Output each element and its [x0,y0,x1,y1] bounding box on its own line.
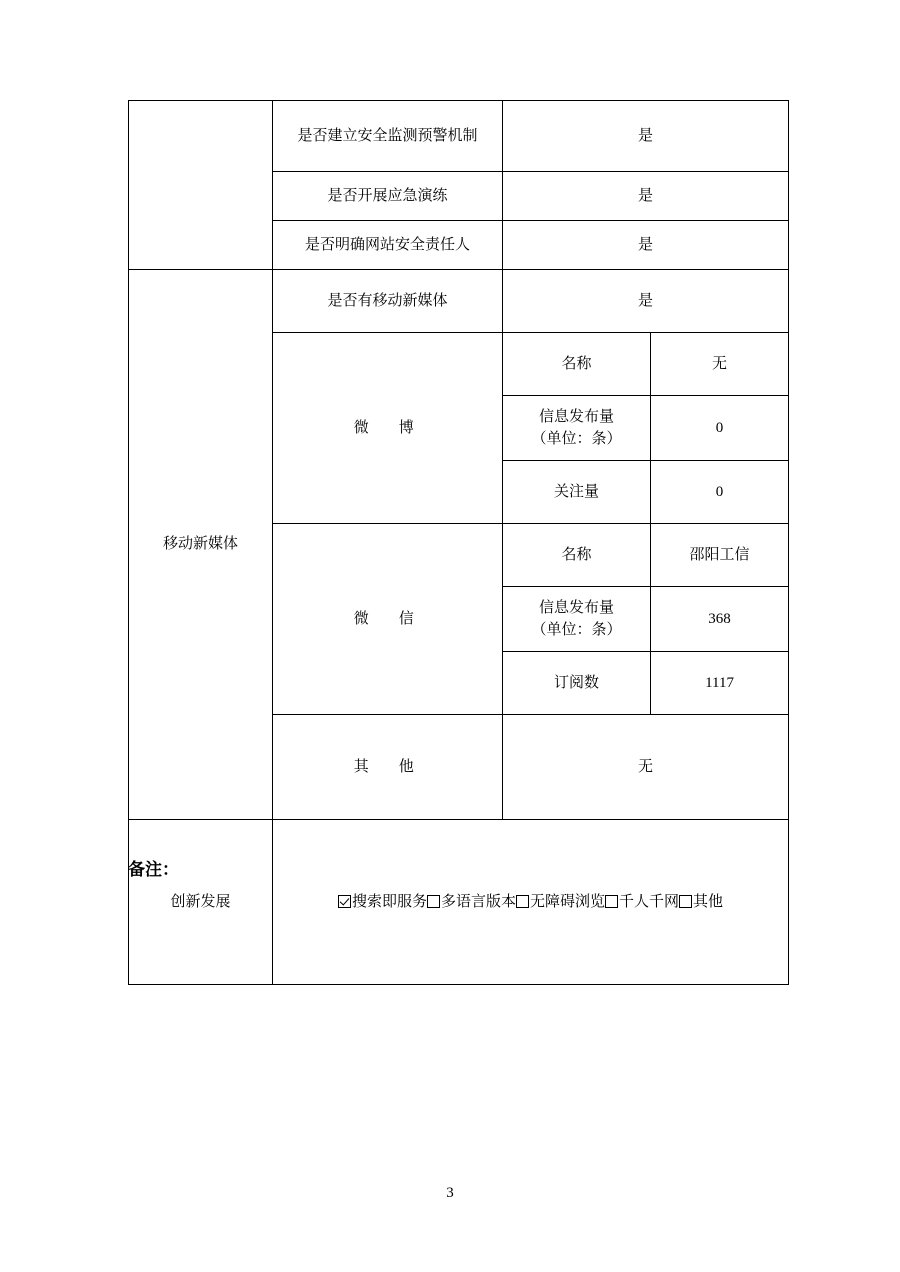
security-answer-3: 是 [503,221,789,270]
innovation-option-other[interactable] [679,891,723,914]
innovation-option-search[interactable] [338,891,427,914]
weixin-name-field: 名称 [503,524,651,587]
weibo-publish-field-line1: 信息发布量 [538,408,614,425]
weixin-publish-field-line1: 信息发布量 [538,599,614,616]
table-row [129,270,789,333]
innovation-option-label: 无障碍浏览 [530,893,606,910]
weixin-name-value: 邵阳工信 [651,524,789,587]
weibo-followers-field: 关注量 [503,461,651,524]
table-row [129,820,789,985]
weixin-subscribers-value: 1117 [651,652,789,715]
security-answer-1: 是 [503,101,789,172]
weibo-name-field: 名称 [503,333,651,396]
weixin-label: 微 信 [273,524,503,715]
security-question-2: 是否开展应急演练 [273,172,503,221]
remark-label: 备注： [128,860,179,879]
checkbox-icon[interactable] [679,895,692,908]
checkbox-icon[interactable] [605,895,618,908]
security-question-3: 是否明确网站安全责任人 [273,221,503,270]
innovation-option-label: 其他 [693,893,724,910]
innovation-label: 创新发展 [129,820,273,985]
weixin-publish-field-line2: （单位：条） [531,622,622,638]
weibo-publish-value: 0 [651,396,789,461]
innovation-option-personalized[interactable] [605,891,679,914]
table-row [129,101,789,172]
innovation-option-label: 千人千网 [619,893,680,910]
has-media-question: 是否有移动新媒体 [273,270,503,333]
weixin-publish-value: 368 [651,587,789,652]
weibo-publish-field-line2: （单位：条） [531,431,622,447]
innovation-option-multilang[interactable] [427,891,516,914]
security-question-1: 是否建立安全监测预警机制 [273,101,503,172]
page-number: 3 [446,1185,454,1201]
weixin-publish-field [503,587,651,652]
security-section-label [129,101,273,270]
security-answer-2: 是 [503,172,789,221]
weibo-publish-field [503,396,651,461]
checkbox-icon[interactable] [338,895,351,908]
innovation-option-accessibility[interactable] [516,891,605,914]
other-media-label: 其 他 [273,715,503,820]
report-table [128,100,789,985]
weibo-label: 微 博 [273,333,503,524]
checkbox-icon[interactable] [427,895,440,908]
innovation-options-cell [273,820,789,985]
innovation-option-label: 多语言版本 [440,893,516,910]
weibo-followers-value: 0 [651,461,789,524]
innovation-option-label: 搜索即服务 [351,893,427,910]
other-media-value: 无 [503,715,789,820]
weibo-name-value: 无 [651,333,789,396]
weixin-subscribers-field: 订阅数 [503,652,651,715]
innovation-checkbox-group [277,891,784,914]
checkbox-icon[interactable] [516,895,529,908]
has-media-answer: 是 [503,270,789,333]
media-section-label: 移动新媒体 [129,270,273,820]
